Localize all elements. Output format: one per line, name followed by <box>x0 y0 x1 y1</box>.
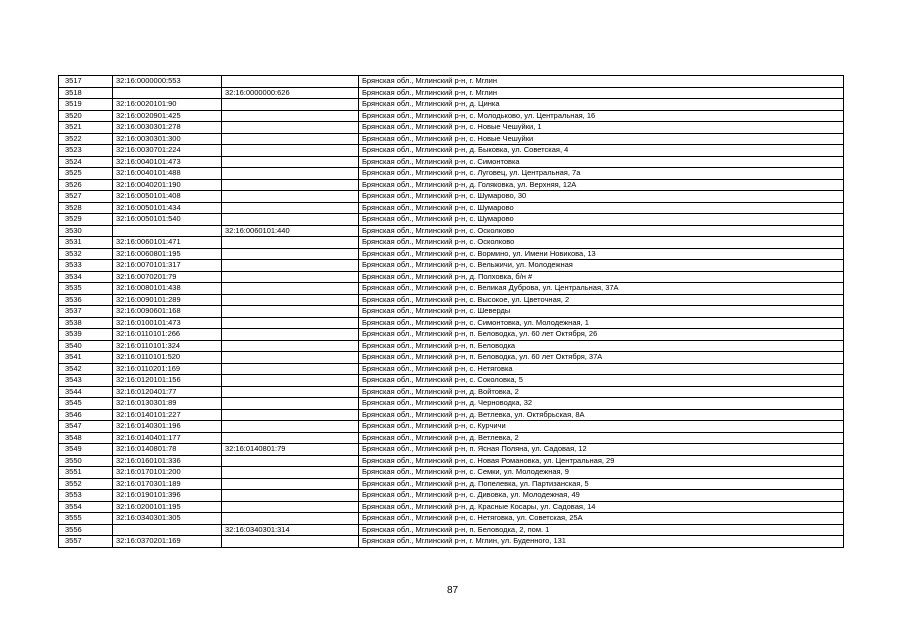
row-number-cell: 3551 <box>59 467 113 479</box>
address-cell: Брянская обл., Мглинский р-н, с. Луговец, ул. Центральная, 7а <box>359 168 844 180</box>
cadastral-number-cell: 32:16:0040101:473 <box>113 156 222 168</box>
address-cell: Брянская обл., Мглинский р-н, с. Осколково <box>359 237 844 249</box>
row-number-cell: 3525 <box>59 168 113 180</box>
secondary-cadastral-number-cell <box>222 283 359 295</box>
table-row <box>59 467 844 479</box>
secondary-cadastral-number-cell <box>222 260 359 272</box>
table-row <box>59 363 844 375</box>
cadastral-number-cell: 32:16:0200101:195 <box>113 501 222 513</box>
table-row <box>59 248 844 260</box>
secondary-cadastral-number-cell <box>222 329 359 341</box>
row-number-cell: 3522 <box>59 133 113 145</box>
cadastral-number-cell: 32:16:0100101:473 <box>113 317 222 329</box>
table-row <box>59 329 844 341</box>
address-cell: Брянская обл., Мглинский р-н, г. Мглин <box>359 87 844 99</box>
row-number-cell: 3527 <box>59 191 113 203</box>
table-row <box>59 122 844 134</box>
address-cell: Брянская обл., Мглинский р-н, с. Шумарово <box>359 214 844 226</box>
row-number-cell: 3531 <box>59 237 113 249</box>
row-number-cell: 3550 <box>59 455 113 467</box>
table-row <box>59 455 844 467</box>
secondary-cadastral-number-cell <box>222 179 359 191</box>
cadastral-number-cell: 32:16:0030701:224 <box>113 145 222 157</box>
cadastral-number-cell: 32:16:0170101:200 <box>113 467 222 479</box>
secondary-cadastral-number-cell <box>222 306 359 318</box>
table-row <box>59 260 844 272</box>
table-row <box>59 444 844 456</box>
cadastral-number-cell: 32:16:0090601:168 <box>113 306 222 318</box>
secondary-cadastral-number-cell <box>222 536 359 548</box>
cadastral-number-cell <box>113 524 222 536</box>
table-row <box>59 490 844 502</box>
secondary-cadastral-number-cell <box>222 248 359 260</box>
table-row <box>59 225 844 237</box>
row-number-cell: 3541 <box>59 352 113 364</box>
cadastral-number-cell <box>113 87 222 99</box>
address-cell: Брянская обл., Мглинский р-н, с. Высокое, ул. Цветочная, 2 <box>359 294 844 306</box>
row-number-cell: 3523 <box>59 145 113 157</box>
cadastral-number-cell: 32:16:0070201:79 <box>113 271 222 283</box>
cadastral-number-cell: 32:16:0070101:317 <box>113 260 222 272</box>
address-cell: Брянская обл., Мглинский р-н, д. Попелевка, ул. Партизанская, 5 <box>359 478 844 490</box>
secondary-cadastral-number-cell: 32:16:0060101:440 <box>222 225 359 237</box>
address-cell: Брянская обл., Мглинский р-н, с. Симонтовка <box>359 156 844 168</box>
cadastral-number-cell: 32:16:0120401:77 <box>113 386 222 398</box>
cadastral-number-cell: 32:16:0050101:408 <box>113 191 222 203</box>
registry-table <box>58 75 844 548</box>
row-number-cell: 3557 <box>59 536 113 548</box>
table-row <box>59 283 844 295</box>
address-cell: Брянская обл., Мглинский р-н, п. Беловодка, ул. 60 лет Октября, 26 <box>359 329 844 341</box>
address-cell: Брянская обл., Мглинский р-н, д. Ветлевка, 2 <box>359 432 844 444</box>
cadastral-number-cell: 32:16:0110201:169 <box>113 363 222 375</box>
address-cell: Брянская обл., Мглинский р-н, с. Нетяговка <box>359 363 844 375</box>
table-row <box>59 386 844 398</box>
cadastral-number-cell: 32:16:0050101:540 <box>113 214 222 226</box>
cadastral-number-cell <box>113 225 222 237</box>
table-row <box>59 110 844 122</box>
row-number-cell: 3556 <box>59 524 113 536</box>
address-cell: Брянская обл., Мглинский р-н, с. Шумарово <box>359 202 844 214</box>
secondary-cadastral-number-cell <box>222 375 359 387</box>
cadastral-number-cell: 32:16:0110101:520 <box>113 352 222 364</box>
cadastral-number-cell: 32:16:0370201:169 <box>113 536 222 548</box>
secondary-cadastral-number-cell <box>222 122 359 134</box>
cadastral-number-cell: 32:16:0060801:195 <box>113 248 222 260</box>
address-cell: Брянская обл., Мглинский р-н, д. Быковка, ул. Советская, 4 <box>359 145 844 157</box>
secondary-cadastral-number-cell <box>222 145 359 157</box>
address-cell: Брянская обл., Мглинский р-н, д. Голяковка, ул. Верхняя, 12А <box>359 179 844 191</box>
address-cell: Брянская обл., Мглинский р-н, п. Беловодка, ул. 60 лет Октября, 37А <box>359 352 844 364</box>
table-row <box>59 156 844 168</box>
table-row <box>59 179 844 191</box>
secondary-cadastral-number-cell <box>222 432 359 444</box>
table-row <box>59 87 844 99</box>
row-number-cell: 3547 <box>59 421 113 433</box>
address-cell: Брянская обл., Мглинский р-н, с. Вельжичи, ул. Молодежная <box>359 260 844 272</box>
row-number-cell: 3553 <box>59 490 113 502</box>
cadastral-number-cell: 32:16:0030301:300 <box>113 133 222 145</box>
secondary-cadastral-number-cell <box>222 340 359 352</box>
address-cell: Брянская обл., Мглинский р-н, с. Нетяговка, ул. Советская, 25А <box>359 513 844 525</box>
table-row <box>59 524 844 536</box>
row-number-cell: 3532 <box>59 248 113 260</box>
address-cell: Брянская обл., Мглинский р-н, с. Осколково <box>359 225 844 237</box>
row-number-cell: 3554 <box>59 501 113 513</box>
address-cell: Брянская обл., Мглинский р-н, с. Вормино, ул. Имени Новикова, 13 <box>359 248 844 260</box>
row-number-cell: 3546 <box>59 409 113 421</box>
address-cell: Брянская обл., Мглинский р-н, с. Молодьково, ул. Центральная, 16 <box>359 110 844 122</box>
secondary-cadastral-number-cell <box>222 271 359 283</box>
secondary-cadastral-number-cell: 32:16:0140801:79 <box>222 444 359 456</box>
secondary-cadastral-number-cell <box>222 398 359 410</box>
secondary-cadastral-number-cell: 32:16:0000000:626 <box>222 87 359 99</box>
row-number-cell: 3549 <box>59 444 113 456</box>
cadastral-number-cell: 32:16:0340301:305 <box>113 513 222 525</box>
table-row <box>59 409 844 421</box>
address-cell: Брянская обл., Мглинский р-н, д. Черноводка, 32 <box>359 398 844 410</box>
address-cell: Брянская обл., Мглинский р-н, г. Мглин <box>359 76 844 88</box>
row-number-cell: 3540 <box>59 340 113 352</box>
address-cell: Брянская обл., Мглинский р-н, д. Красные Косары, ул. Садовая, 14 <box>359 501 844 513</box>
cadastral-number-cell: 32:16:0140801:78 <box>113 444 222 456</box>
row-number-cell: 3526 <box>59 179 113 191</box>
table-row <box>59 352 844 364</box>
address-cell: Брянская обл., Мглинский р-н, с. Новая Романовка, ул. Центральная, 29 <box>359 455 844 467</box>
secondary-cadastral-number-cell <box>222 467 359 479</box>
row-number-cell: 3552 <box>59 478 113 490</box>
secondary-cadastral-number-cell <box>222 99 359 111</box>
address-cell: Брянская обл., Мглинский р-н, с. Соколовка, 5 <box>359 375 844 387</box>
table-row <box>59 214 844 226</box>
table-row <box>59 168 844 180</box>
secondary-cadastral-number-cell <box>222 191 359 203</box>
secondary-cadastral-number-cell <box>222 156 359 168</box>
row-number-cell: 3555 <box>59 513 113 525</box>
secondary-cadastral-number-cell <box>222 237 359 249</box>
row-number-cell: 3536 <box>59 294 113 306</box>
row-number-cell: 3521 <box>59 122 113 134</box>
table-row <box>59 294 844 306</box>
cadastral-number-cell: 32:16:0130301:89 <box>113 398 222 410</box>
address-cell: Брянская обл., Мглинский р-н, с. Дивовка, ул. Молодежная, 49 <box>359 490 844 502</box>
address-cell: Брянская обл., Мглинский р-н, с. Шеверды <box>359 306 844 318</box>
row-number-cell: 3542 <box>59 363 113 375</box>
table-row <box>59 513 844 525</box>
row-number-cell: 3530 <box>59 225 113 237</box>
address-cell: Брянская обл., Мглинский р-н, п. Беловодка <box>359 340 844 352</box>
row-number-cell: 3538 <box>59 317 113 329</box>
row-number-cell: 3535 <box>59 283 113 295</box>
cadastral-number-cell: 32:16:0090101:289 <box>113 294 222 306</box>
address-cell: Брянская обл., Мглинский р-н, с. Великая Дуброва, ул. Центральная, 37А <box>359 283 844 295</box>
row-number-cell: 3545 <box>59 398 113 410</box>
address-cell: Брянская обл., Мглинский р-н, с. Новые Чешуйки <box>359 133 844 145</box>
secondary-cadastral-number-cell <box>222 110 359 122</box>
table-row <box>59 317 844 329</box>
address-cell: Брянская обл., Мглинский р-н, д. Войтовка, 2 <box>359 386 844 398</box>
cadastral-number-cell: 32:16:0190101:396 <box>113 490 222 502</box>
address-cell: Брянская обл., Мглинский р-н, п. Беловодка, 2, пом. 1 <box>359 524 844 536</box>
table-row <box>59 501 844 513</box>
cadastral-number-cell: 32:16:0170301:189 <box>113 478 222 490</box>
row-number-cell: 3534 <box>59 271 113 283</box>
table-row <box>59 99 844 111</box>
address-cell: Брянская обл., Мглинский р-н, д. Полховка, б/н # <box>359 271 844 283</box>
secondary-cadastral-number-cell <box>222 352 359 364</box>
address-cell: Брянская обл., Мглинский р-н, с. Симонтовка, ул. Молодежная, 1 <box>359 317 844 329</box>
table-row <box>59 76 844 88</box>
cadastral-number-cell: 32:16:0000000:553 <box>113 76 222 88</box>
cadastral-number-cell: 32:16:0020101:90 <box>113 99 222 111</box>
page-number: 87 <box>446 585 459 596</box>
table-row <box>59 536 844 548</box>
secondary-cadastral-number-cell <box>222 76 359 88</box>
secondary-cadastral-number-cell <box>222 513 359 525</box>
secondary-cadastral-number-cell <box>222 202 359 214</box>
registry-table-body <box>59 76 844 548</box>
table-row <box>59 398 844 410</box>
cadastral-number-cell: 32:16:0160101:336 <box>113 455 222 467</box>
address-cell: Брянская обл., Мглинский р-н, г. Мглин, ул. Буденного, 131 <box>359 536 844 548</box>
table-row <box>59 340 844 352</box>
secondary-cadastral-number-cell <box>222 214 359 226</box>
secondary-cadastral-number-cell <box>222 409 359 421</box>
cadastral-number-cell: 32:16:0050101:434 <box>113 202 222 214</box>
secondary-cadastral-number-cell <box>222 294 359 306</box>
cadastral-number-cell: 32:16:0140301:196 <box>113 421 222 433</box>
secondary-cadastral-number-cell: 32:16:0340301:314 <box>222 524 359 536</box>
table-row <box>59 271 844 283</box>
table-row <box>59 145 844 157</box>
cadastral-number-cell: 32:16:0110101:266 <box>113 329 222 341</box>
cadastral-number-cell: 32:16:0120101:156 <box>113 375 222 387</box>
cadastral-number-cell: 32:16:0040101:488 <box>113 168 222 180</box>
address-cell: Брянская обл., Мглинский р-н, с. Курчичи <box>359 421 844 433</box>
address-cell: Брянская обл., Мглинский р-н, д. Цинка <box>359 99 844 111</box>
row-number-cell: 3529 <box>59 214 113 226</box>
row-number-cell: 3517 <box>59 76 113 88</box>
secondary-cadastral-number-cell <box>222 386 359 398</box>
address-cell: Брянская обл., Мглинский р-н, с. Семки, ул. Молодежная, 9 <box>359 467 844 479</box>
secondary-cadastral-number-cell <box>222 168 359 180</box>
cadastral-number-cell: 32:16:0080101:438 <box>113 283 222 295</box>
secondary-cadastral-number-cell <box>222 421 359 433</box>
address-cell: Брянская обл., Мглинский р-н, п. Ясная Поляна, ул. Садовая, 12 <box>359 444 844 456</box>
row-number-cell: 3537 <box>59 306 113 318</box>
row-number-cell: 3520 <box>59 110 113 122</box>
cadastral-number-cell: 32:16:0020901:425 <box>113 110 222 122</box>
row-number-cell: 3518 <box>59 87 113 99</box>
table-row <box>59 421 844 433</box>
cadastral-number-cell: 32:16:0040201:190 <box>113 179 222 191</box>
cadastral-number-cell: 32:16:0140101:227 <box>113 409 222 421</box>
row-number-cell: 3544 <box>59 386 113 398</box>
table-row <box>59 306 844 318</box>
cadastral-number-cell: 32:16:0030301:278 <box>113 122 222 134</box>
table-row <box>59 202 844 214</box>
row-number-cell: 3543 <box>59 375 113 387</box>
table-row <box>59 191 844 203</box>
secondary-cadastral-number-cell <box>222 317 359 329</box>
table-row <box>59 133 844 145</box>
secondary-cadastral-number-cell <box>222 133 359 145</box>
row-number-cell: 3539 <box>59 329 113 341</box>
table-row <box>59 375 844 387</box>
secondary-cadastral-number-cell <box>222 455 359 467</box>
address-cell: Брянская обл., Мглинский р-н, с. Шумарово, 30 <box>359 191 844 203</box>
cadastral-number-cell: 32:16:0140401:177 <box>113 432 222 444</box>
table-row <box>59 478 844 490</box>
address-cell: Брянская обл., Мглинский р-н, с. Новые Чешуйки, 1 <box>359 122 844 134</box>
secondary-cadastral-number-cell <box>222 363 359 375</box>
table-row <box>59 432 844 444</box>
row-number-cell: 3533 <box>59 260 113 272</box>
table-row <box>59 237 844 249</box>
address-cell: Брянская обл., Мглинский р-н, д. Ветлевка, ул. Октябрьская, 8А <box>359 409 844 421</box>
row-number-cell: 3519 <box>59 99 113 111</box>
cadastral-number-cell: 32:16:0110101:324 <box>113 340 222 352</box>
row-number-cell: 3528 <box>59 202 113 214</box>
secondary-cadastral-number-cell <box>222 501 359 513</box>
secondary-cadastral-number-cell <box>222 490 359 502</box>
row-number-cell: 3524 <box>59 156 113 168</box>
cadastral-number-cell: 32:16:0060101:471 <box>113 237 222 249</box>
row-number-cell: 3548 <box>59 432 113 444</box>
secondary-cadastral-number-cell <box>222 478 359 490</box>
